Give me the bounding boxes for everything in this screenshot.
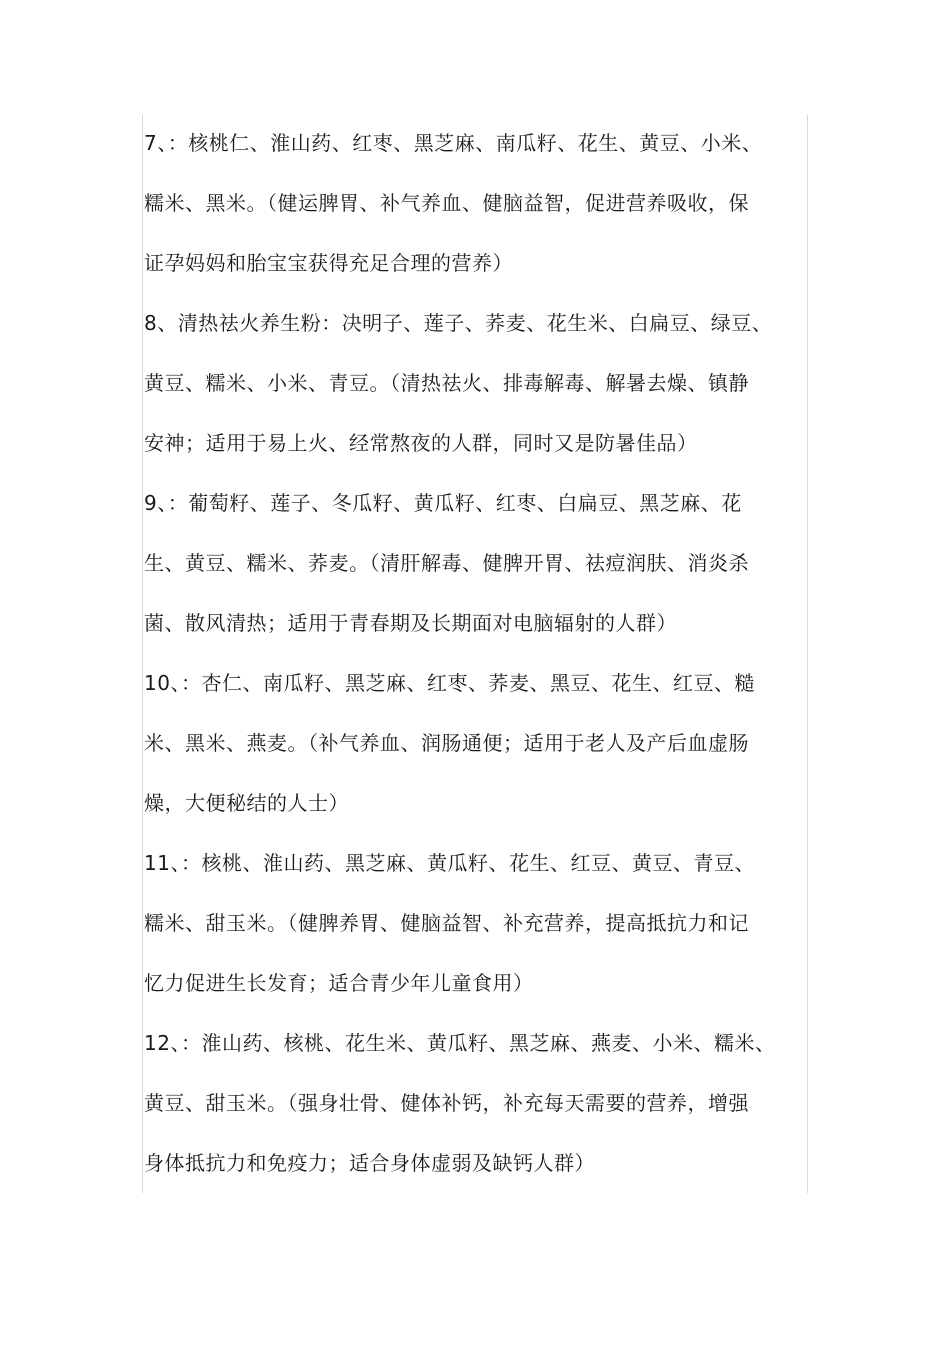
entry-line: 安神；适用于易上火、经常熬夜的人群，同时又是防暑佳品） bbox=[144, 431, 698, 455]
entry-8 bbox=[144, 293, 789, 473]
entry-10 bbox=[144, 653, 789, 833]
entry-line: 忆力促进生长发育；适合青少年儿童食用） bbox=[144, 971, 534, 995]
entry-11 bbox=[144, 833, 789, 1013]
entry-line: 燥，大便秘结的人士） bbox=[144, 791, 349, 815]
entry-line: 黄豆、糯米、小米、青豆。（清热祛火、排毒解毒、解暑去燥、镇静 bbox=[144, 371, 749, 395]
entry-9 bbox=[144, 473, 789, 653]
document-body bbox=[144, 113, 789, 1193]
entry-line: 糯米、甜玉米。（健脾养胃、健脑益智、补充营养，提高抵抗力和记 bbox=[144, 911, 749, 935]
entry-line: 11、：核桃、淮山药、黑芝麻、黄瓜籽、花生、红豆、黄豆、青豆、 bbox=[144, 851, 755, 875]
entry-line: 糯米、黑米。（健运脾胃、补气养血、健脑益智，促进营养吸收，保 bbox=[144, 191, 749, 215]
entry-line: 米、黑米、燕麦。（补气养血、润肠通便；适用于老人及产后血虚肠 bbox=[144, 731, 749, 755]
entry-12 bbox=[144, 1013, 789, 1193]
entry-line: 7、：核桃仁、淮山药、红枣、黑芝麻、南瓜籽、花生、黄豆、小米、 bbox=[144, 131, 763, 155]
entry-line: 菌、散风清热；适用于青春期及长期面对电脑辐射的人群） bbox=[144, 611, 677, 635]
entry-7 bbox=[144, 113, 789, 293]
entry-line: 10、：杏仁、南瓜籽、黑芝麻、红枣、荞麦、黑豆、花生、红豆、糙 bbox=[144, 671, 755, 695]
entry-line: 证孕妈妈和胎宝宝获得充足合理的营养） bbox=[144, 251, 513, 275]
entry-line: 12、：淮山药、核桃、花生米、黄瓜籽、黑芝麻、燕麦、小米、糯米、 bbox=[144, 1031, 776, 1055]
entry-line: 9、：葡萄籽、莲子、冬瓜籽、黄瓜籽、红枣、白扁豆、黑芝麻、花 bbox=[144, 491, 742, 515]
entry-line: 黄豆、甜玉米。（强身壮骨、健体补钙，补充每天需要的营养，增强 bbox=[144, 1091, 749, 1115]
entry-line: 生、黄豆、糯米、荞麦。（清肝解毒、健脾开胃、祛痘润肤、消炎杀 bbox=[144, 551, 749, 575]
entry-line: 8、清热祛火养生粉：决明子、莲子、荞麦、花生米、白扁豆、绿豆、 bbox=[144, 311, 773, 335]
entry-line: 身体抵抗力和免疫力；适合身体虚弱及缺钙人群） bbox=[144, 1151, 595, 1175]
